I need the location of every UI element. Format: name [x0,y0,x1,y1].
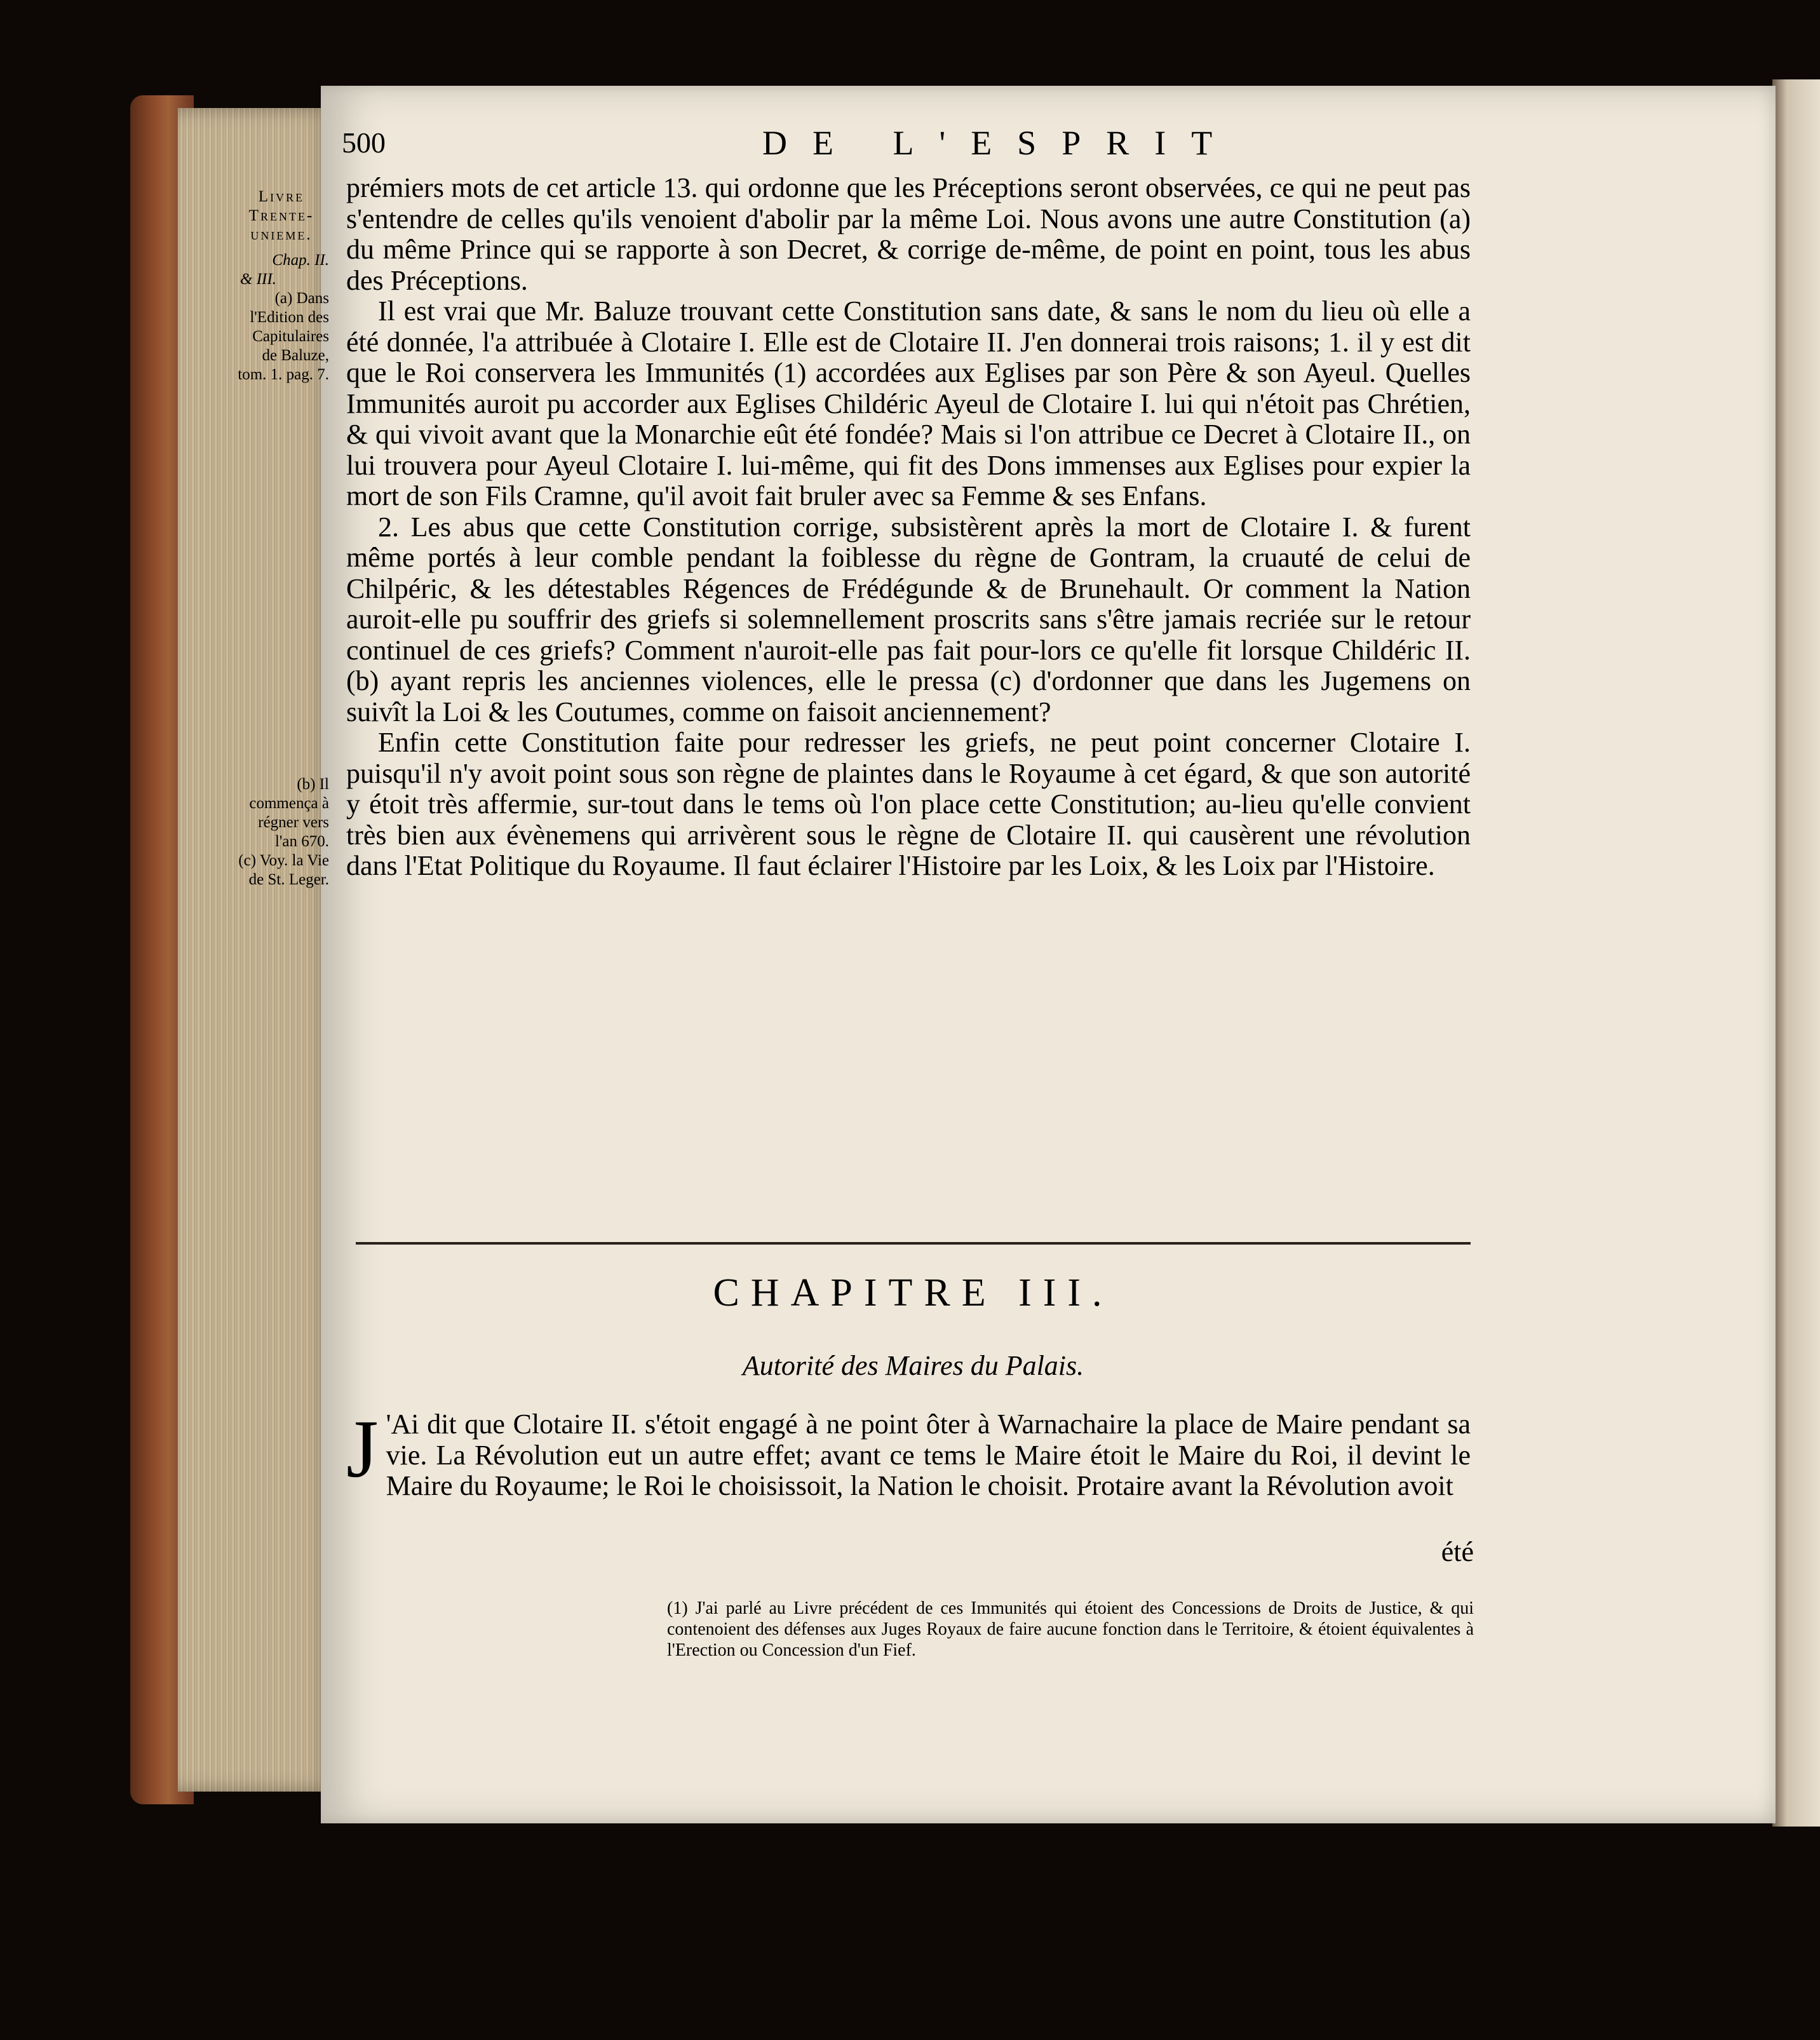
chapter-paragraph: 'Ai dit que Clotaire II. s'étoit engagé à ne point ôter à Warnachaire la place de Maire pendant sa vie. La Révolution eut un autre effet; avant ce tems le Maire étoit le Maire du Roi, il devint le Maire du Royaume; le Roi le choisissoit, la Nation le choisit. Protaire avant la Révolution avoit [386,1408,1471,1501]
margin-note-b: (b) Il commença à régner vers l'an 670. [249,776,329,850]
footnote: (1) J'ai parlé au Livre précédent de ces Immunités qui étoient des Concessions de Droits de Justice, & qui contenoient des défenses aux Juges Royaux de faire aucune fonction dans le Territoire, & étoient équivalentes à l'Erection ou Concession d'un Fief. [667,1598,1474,1660]
main-text [346,173,1471,882]
chapter-text [346,1403,1471,1502]
margin-chap-line1: Chap. II. [272,252,329,269]
margin-note-a: (a) Dans l'Edition des Capitulaires de Baluze, tom. 1. pag. 7. [238,290,329,383]
catchword: été [1441,1536,1474,1567]
margin-notes [234,187,329,889]
margin-book-line2: Trente- [248,207,314,224]
margin-book-line3: unieme. [250,226,313,243]
facing-page-edge [1772,79,1820,1827]
page-number: 500 [342,126,386,159]
chapter-subtitle: Autorité des Maires du Palais. [742,1350,1084,1381]
section-rule [356,1242,1471,1245]
paragraph-1: prémiers mots de cet article 13. qui ordonne que les Préceptions seront observées, ce qui ne peut pas s'entendre de celles qu'ils venoient d'abolir par la même Loi. Nous avons une autre Constitution (a) du même Prince qui se rapporte à son Decret, & corrige de-même, de point en point, tous les abus des Préceptions. [346,172,1471,296]
drop-cap: J [346,1403,379,1495]
running-head: DE L'ESPRIT [762,124,1238,162]
margin-chap-line2: & III. [240,271,276,288]
paragraph-3: 2. Les abus que cette Constitution corrige, subsistèrent après la mort de Clotaire I. & furent même portés à leur comble pendant la foiblesse du règne de Gontram, la cruauté de celui de Chilpéric, & les détestables Régences de Frédégunde & de Brunehault. Or comment la Nation auroit-elle pu souffrir des griefs si solemnellement proscrits sans s'être jamais recriée sur le retour continuel de ces griefs? Comment n'auroit-elle pas fait pour-lors ce qu'elle fit lorsque Childéric II. (b) ayant repris les anciennes violences, elle le pressa (c) d'ordonner que dans les Jugemens on suivît la Loi & les Coutumes, comme on faisoit anciennement? [346,511,1471,727]
paragraph-4: Enfin cette Constitution faite pour redresser les griefs, ne peut point concerner Clotaire I. puisqu'il n'y avoit point sous son règne de plaintes dans le Royaume à cet égard, & que son autorité y étoit très affermie, sur-tout dans le tems où l'on place cette Constitution; au-lieu qu'elle convient très bien aux évènemens qui arrivèrent sous le règne de Clotaire II. qui causèrent une révolution dans l'Etat Politique du Royaume. Il faut éclairer l'Histoire par les Loix, & les Loix par l'Histoire. [346,727,1471,881]
margin-book-line1: Livre [258,188,305,205]
chapter-title: CHAPITRE III. [713,1271,1114,1314]
paragraph-2: Il est vrai que Mr. Baluze trouvant cette Constitution sans date, & sans le nom du lieu où elle a été donnée, l'a attribuée à Clotaire I. Elle est de Clotaire II. J'en donnerai trois raisons; 1. il y est dit que le Roi conservera les Immunités (1) accordées aux Eglises par son Père & son Ayeul. Quelles Immunités auroit pu accorder aux Eglises Childéric Ayeul de Clotaire I. lui qui n'étoit pas Chrétien, & qui vivoit avant que la Monarchie eût été fondée? Mais si l'on attribue ce Decret à Clotaire II., on lui trouvera pour Ayeul Clotaire I. lui-même, qui fit des Dons immenses aux Eglises pour expier la mort de son Fils Cramne, qu'il avoit fait bruler avec sa Femme & ses Enfans. [346,295,1471,511]
margin-note-c: (c) Voy. la Vie de St. Leger. [238,852,329,888]
